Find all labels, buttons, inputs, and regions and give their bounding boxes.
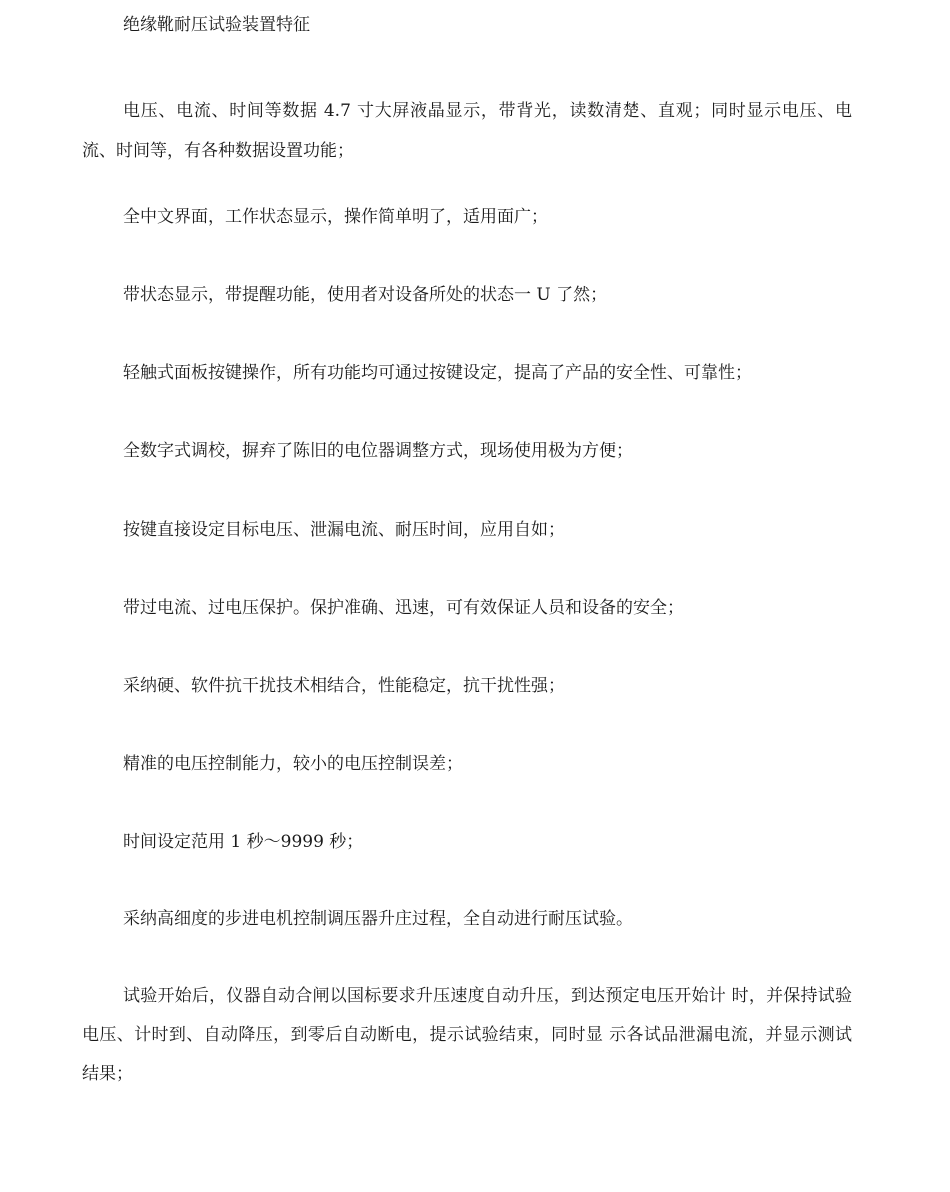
- paragraph-stepper-motor: 采纳高细度的步进电机控制调压器升庄过程，全自动进行耐压试验。: [123, 909, 633, 929]
- document-title: 绝缘靴耐压试验装置特征: [123, 15, 310, 35]
- paragraph-time-range: 时间设定范用 1 秒〜9999 秒；: [123, 832, 364, 852]
- paragraph-test-procedure: 试验开始后，仪器自动合闸以国标要求升压速度自动升压，到达预定电压开始计 时，并保持试验电压、计时到、自动降压，到零后自动断电，提示试验结束，同时显 示各试品泄漏电流，并显示测试结果；: [82, 986, 852, 1084]
- paragraph-anti-interference: 采纳硬、软件抗干扰技术相结合，性能稳定，抗干扰性强；: [123, 676, 565, 696]
- paragraph-display: 电压、电流、时间等数据 4.7 寸大屏液晶显示，带背光，读数清楚、直观；同时显示电压、电流、时间等，有各种数据设置功能；: [82, 101, 852, 161]
- paragraph-status: 带状态显示，带提醒功能，使用者对设备所处的状态一 U 了然；: [123, 285, 608, 305]
- paragraph-interface: 全中文界面，工作状态显示，操作简单明了，适用面广；: [123, 207, 548, 227]
- paragraph-settings: 按键直接设定目标电压、泄漏电流、耐压时间，应用自如；: [123, 520, 565, 540]
- paragraph-voltage-control: 精准的电压控制能力，较小的电压控制误差；: [123, 754, 463, 774]
- paragraph-keypad: 轻触式面板按键操作，所有功能均可通过按键设定，提高了产品的安全性、可靠性；: [123, 363, 752, 383]
- paragraph-protection: 带过电流、过电压保护。保护准确、迅速，可有效保证人员和设备的安全；: [123, 598, 684, 618]
- paragraph-calibration: 全数字式调校，摒弃了陈旧的电位器调整方式，现场使用极为方便；: [123, 441, 633, 461]
